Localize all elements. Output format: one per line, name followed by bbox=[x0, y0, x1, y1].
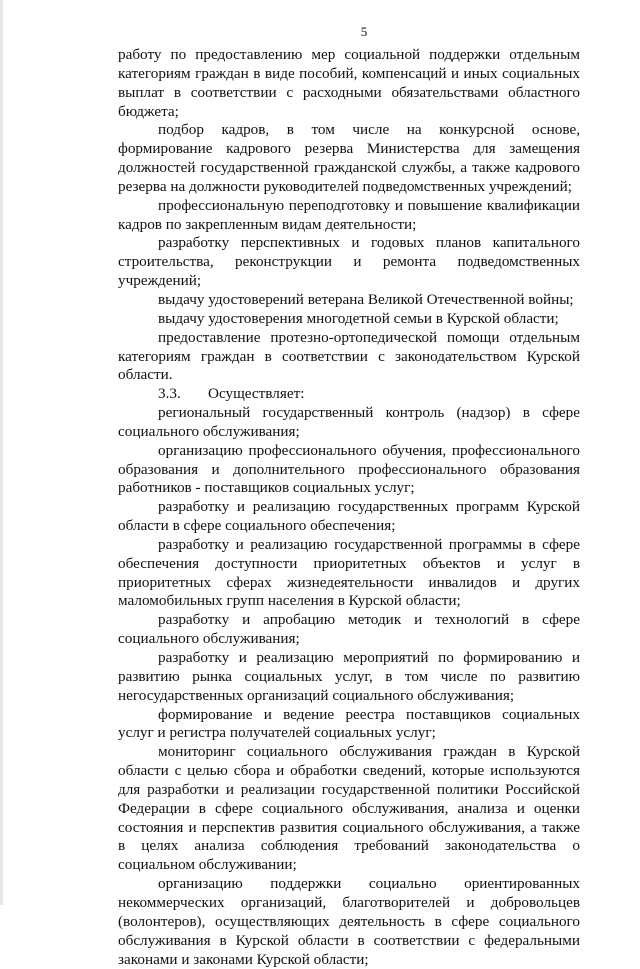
paragraph: профессиональную переподготовку и повышение квалификации кадров по закрепленным видам деятельности; bbox=[118, 196, 580, 233]
section-title: Осуществляет: bbox=[208, 385, 305, 403]
list-item: организацию поддержки социально ориентированных некоммерческих организаций, благотворителей и добровольцев (волонтеров), осуществляющих деятельность в сфере социального обслуживания в Курской области в соответствии с федеральными законами и законами Курской области; bbox=[118, 875, 580, 968]
list-item: разработку и реализацию мероприятий по формированию и развитию рынка социальных услуг, в том числе по развитию негосударственных организаций социального обслуживания; bbox=[118, 649, 580, 704]
list-item: организацию профессионального обучения, профессионального образования и дополнительного профессионального образования работников - поставщиков социальных услуг; bbox=[118, 441, 580, 497]
list-item: мониторинг социального обслуживания граждан в Курской области с целью сбора и обработки сведений, которые используются для разработки и реализации государственной политики Российской Федерации в сфере социального обслуживания, анализа и оценки состояния и перспектив развития социального обслуживания, а также в целях анализа соблюдения требований законодательства о социальном обслуживании; bbox=[118, 743, 580, 874]
section-number: 3.3. bbox=[158, 385, 181, 403]
list-item: разработку и апробацию методик и технологий в сфере социального обслуживания; bbox=[118, 611, 580, 648]
list-item: формирование и ведение реестра поставщиков социальных услуг и регистра получателей социальных услуг; bbox=[118, 705, 580, 742]
list-item: региональный государственный контроль (надзор) в сфере социального обслуживания; bbox=[118, 404, 580, 440]
list-item: разработку и реализацию государственных программ Курской области в сфере социального обеспечения; bbox=[118, 498, 580, 535]
page-number: 5 bbox=[360, 24, 368, 39]
paragraph: разработку перспективных и годовых планов капитального строительства, реконструкции и ремонта подведомственных учреждений; bbox=[118, 234, 580, 290]
paragraph: работу по предоставлению мер социальной поддержки отдельным категориям граждан в виде пособий, компенсаций и иных социальных выплат в соответствии с расходными обязательствами областного бюджета; bbox=[118, 46, 580, 120]
list-item: разработку и реализацию государственной программы в сфере обеспечения доступности приоритетных объектов и услуг в приоритетных сферах жизнедеятельности инвалидов и других маломобильных групп населения в Курской области; bbox=[118, 535, 580, 610]
paragraph: выдачу удостоверений ветерана Великой Отечественной войны; bbox=[158, 290, 574, 308]
paragraph: предоставление протезно-ортопедической помощи отдельным категориям граждан в соответствии с законодательством Курской области. bbox=[118, 328, 580, 384]
document-body bbox=[118, 46, 580, 969]
paragraph: выдачу удостоверения многодетной семьи в Курской области; bbox=[158, 309, 559, 327]
paragraph: подбор кадров, в том числе на конкурсной основе, формирование кадрового резерва Министерства для замещения должностей государственной гражданской службы, а также кадрового резерва на должности руководителей подведомственных учреждений; bbox=[118, 121, 580, 195]
section-heading bbox=[118, 385, 580, 404]
scan-edge-shadow bbox=[0, 0, 3, 905]
